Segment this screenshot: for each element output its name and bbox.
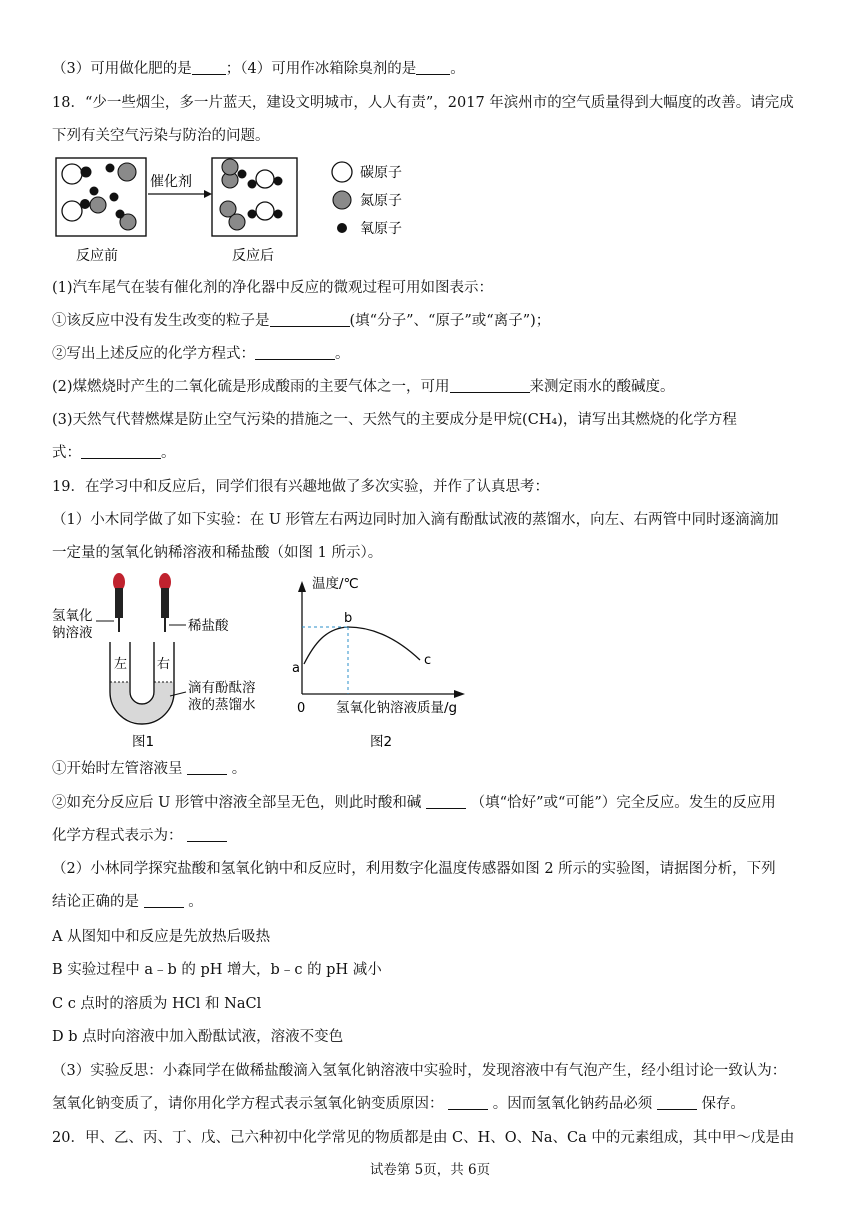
right-arm-label: 右 (157, 657, 171, 672)
q20-stem: 20．甲、乙、丙、丁、戊、己六种初中化学常见的物质都是由 C、H、O、Na、Ca 中的元素组成，其中甲～戊是由 (52, 1130, 795, 1146)
answer-blank[interactable] (81, 442, 161, 459)
answer-blank[interactable] (450, 376, 530, 393)
nitrogen-atom (222, 159, 238, 175)
q19-stem: 19．在学习中和反应后，同学们很有兴趣地做了多次实验，并作了认真思考： (52, 479, 549, 495)
q19-1-item1: ①开始时左管溶液呈 。 (52, 758, 820, 780)
q19-2-line2: 结论正确的是 。 (52, 891, 820, 913)
q19-1-line1: （1）小木同学做了如下实验：在 U 形管左右两边同时加入滴有酚酞试液的蒸馏水，向左、右两管中同时逐滴滴加 (52, 512, 779, 528)
oxygen-atom (116, 210, 125, 219)
oxygen-atom (238, 170, 247, 179)
q18-part3-b: 式： 。 (52, 442, 820, 464)
figure2-temperature-graph (288, 572, 473, 750)
reaction-diagram (52, 154, 422, 266)
legend-carbon-label: 碳原子 (360, 165, 402, 181)
legend-nitrogen-label: 氮原子 (360, 193, 402, 209)
origin-label: 0 (297, 701, 306, 716)
water-label-2: 液的蒸馏水 (188, 697, 256, 713)
answer-blank[interactable] (270, 310, 350, 327)
hcl-label: 稀盐酸 (188, 618, 229, 634)
option-d[interactable]: D b 点时向溶液中加入酚酞试液，溶液不变色 (52, 1029, 344, 1045)
answer-blank[interactable] (187, 825, 227, 842)
dropper-body (115, 588, 123, 618)
figure2-caption: 图2 (370, 734, 393, 750)
carbon-atom (62, 164, 82, 184)
q18-part1: (1)汽车尾气在装有催化剂的净化器中反应的微观过程可用如图表示： (52, 280, 494, 296)
legend-carbon-icon (332, 162, 352, 182)
page-footer: 试卷第 5页，共 6页 (369, 1162, 491, 1178)
oxygen-atom (80, 199, 90, 209)
water-label-1: 滴有酚酞溶 (188, 680, 256, 696)
q18-part1-a: ①该反应中没有发生改变的粒子是 (填“分子”、“原子”或“离子”)； (52, 310, 820, 332)
q19-1-item2-b: 化学方程式表示为： (52, 825, 820, 847)
nitrogen-atom (118, 163, 136, 181)
point-b-label: b (344, 611, 353, 626)
naoh-label-1: 氢氧化 (52, 608, 93, 624)
nitrogen-atom (90, 197, 106, 213)
line-q17-3-4: （3）可用做化肥的是 ；（4）可用作冰箱除臭剂的是 。 (52, 58, 820, 80)
answer-blank[interactable] (187, 758, 227, 775)
q19-3-line1: （3）实验反思：小森同学在做稀盐酸滴入氢氧化钠溶液中实验时，发现溶液中有气泡产生，经小组讨论一致认为： (52, 1063, 787, 1079)
after-label: 反应后 (232, 248, 274, 264)
legend-nitrogen-icon (333, 191, 351, 209)
answer-blank[interactable] (416, 58, 450, 75)
option-b[interactable]: B 实验过程中 a﹣b 的 pH 增大，b﹣c 的 pH 减小 (52, 962, 382, 978)
right-dropper (159, 573, 171, 632)
nitrogen-atom (229, 214, 245, 230)
oxygen-atom (81, 167, 92, 178)
oxygen-atom (90, 187, 99, 196)
q19-2-line1: （2）小林同学探究盐酸和氢氧化钠中和反应时，利用数字化温度传感器如图 2 所示的实验图，请据图分析，下列 (52, 861, 776, 877)
catalyst-label: 催化剂 (150, 174, 192, 190)
carbon-atom (256, 202, 274, 220)
oxygen-atom (274, 210, 283, 219)
answer-blank[interactable] (192, 58, 226, 75)
oxygen-atom (106, 164, 115, 173)
q18-stem-line1: 18．“少一些烟尘，多一片蓝天，建设文明城市，人人有责”，2017 年滨州市的空气质量得到大幅度的改善。请完成 (52, 95, 794, 111)
q19-3-line2: 氢氧化钠变质了，请你用化学方程式表示氢氧化钠变质原因： 。因而氢氧化钠药品必须 保存。 (52, 1093, 820, 1115)
x-axis-label: 氢氧化钠溶液质量/g (336, 700, 458, 716)
point-c-label: c (424, 653, 432, 668)
q18-part1-b: ②写出上述反应的化学方程式： 。 (52, 343, 820, 365)
naoh-label-2: 钠溶液 (52, 625, 93, 641)
answer-blank[interactable] (255, 343, 335, 360)
figure1-u-tube (52, 568, 282, 750)
q19-1-line2: 一定量的氢氧化钠稀溶液和稀盐酸（如图 1 所示）。 (52, 545, 383, 561)
option-c[interactable]: C c 点时的溶质为 HCl 和 NaCl (52, 996, 262, 1012)
u-tube-inner (130, 642, 154, 704)
q18-part2: (2)煤燃烧时产生的二氧化硫是形成酸雨的主要气体之一，可用 来测定雨水的酸碱度。 (52, 376, 820, 398)
oxygen-atom (248, 180, 257, 189)
left-dropper (113, 573, 125, 632)
temperature-curve (304, 627, 420, 664)
dropper-body (161, 588, 169, 618)
oxygen-atom (274, 177, 283, 186)
after-molecules (220, 159, 283, 230)
figure1-caption: 图1 (132, 734, 155, 750)
oxygen-atom (110, 193, 119, 202)
left-arm-label: 左 (114, 657, 128, 672)
legend-oxygen-icon (337, 223, 347, 233)
answer-blank[interactable] (426, 792, 466, 809)
before-label: 反应前 (76, 248, 118, 264)
q18-stem-line2: 下列有关空气污染与防治的问题。 (52, 128, 270, 144)
answer-blank[interactable] (657, 1093, 697, 1110)
answer-blank[interactable] (448, 1093, 488, 1110)
q19-1-item2: ②如充分反应后 U 形管中溶液全部呈无色，则此时酸和碱 （填“恰好”或“可能”）完全反应。发生的反应用 (52, 792, 820, 814)
arrowhead (204, 190, 212, 198)
carbon-atom (256, 170, 274, 188)
before-molecules (62, 163, 136, 230)
oxygen-atom (248, 210, 257, 219)
liquid-fill (111, 682, 173, 723)
option-a[interactable]: A 从图知中和反应是先放热后吸热 (52, 929, 271, 945)
y-axis-label: 温度/℃ (312, 576, 359, 592)
legend-oxygen-label: 氧原子 (360, 221, 402, 237)
q18-part3: (3)天然气代替燃煤是防止空气污染的措施之一、天然气的主要成分是甲烷(CH₄)，请写出其燃烧的化学方程 (52, 412, 737, 428)
carbon-atom (62, 201, 82, 221)
point-a-label: a (292, 661, 300, 676)
answer-blank[interactable] (144, 891, 184, 908)
